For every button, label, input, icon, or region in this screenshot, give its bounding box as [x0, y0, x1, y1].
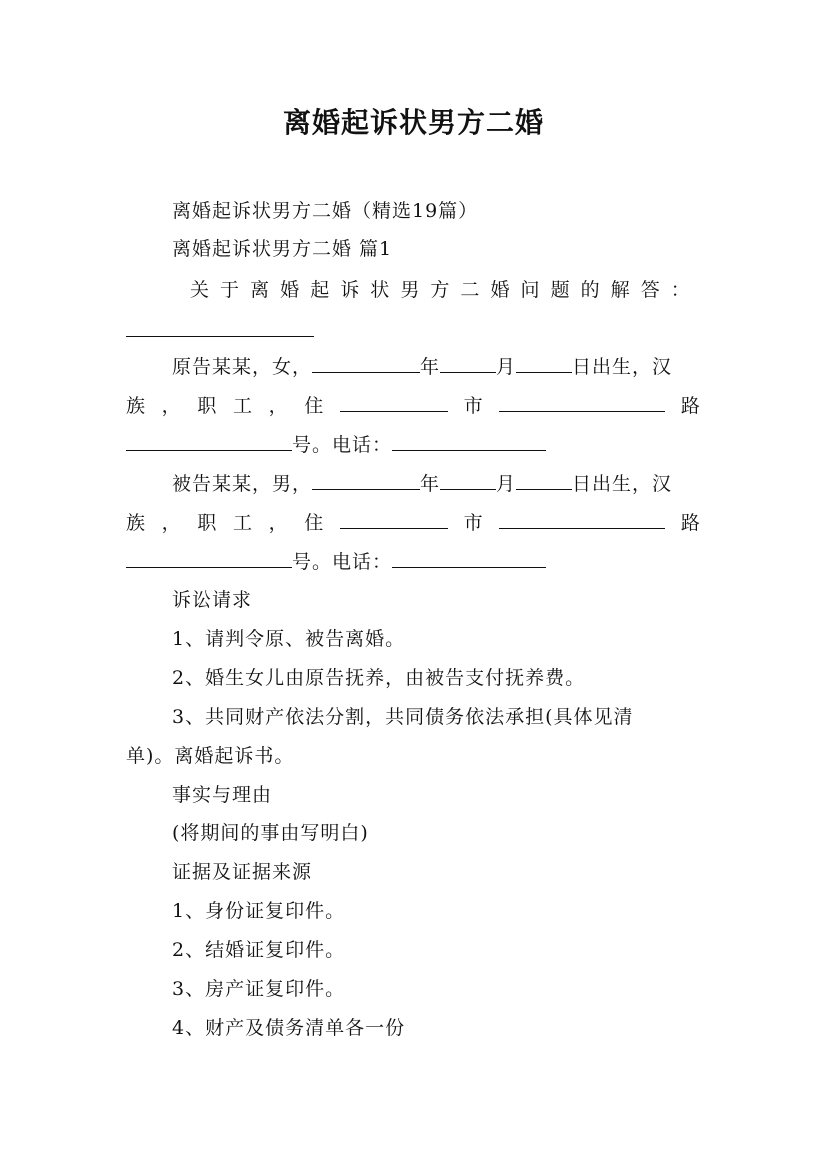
work-char: 工: [232, 395, 253, 417]
birth-day-blank: [516, 352, 572, 373]
residence-label: 住: [304, 395, 325, 417]
intro-char: 起: [310, 279, 331, 301]
claim-item: 1、请判令原、被告离婚。: [172, 628, 406, 650]
phone-blank: [392, 547, 546, 568]
birth-month-blank: [440, 469, 496, 490]
birth-year-blank: [312, 469, 420, 490]
work-char: 工: [232, 512, 253, 534]
intro-char: 关: [190, 279, 211, 301]
day-born-label: 日出生，汉: [572, 473, 673, 495]
intro-char: 答: [640, 279, 661, 301]
comma: ，: [161, 395, 182, 417]
intro-char: 婚: [490, 279, 511, 301]
document-subtitle: 离婚起诉状男方二婚（精选19篇）: [172, 200, 479, 222]
evidence-item: 4、财产及债务清单各一份: [172, 1017, 406, 1039]
road-blank: [499, 391, 665, 412]
road-label: 路: [680, 512, 701, 534]
phone-blank: [392, 430, 546, 451]
plaintiff-prefix: 原告某某，女，: [172, 356, 313, 378]
facts-note: (将期间的事由写明白): [172, 822, 369, 844]
ethnic-label: 族: [126, 395, 147, 417]
month-label: 月: [496, 356, 517, 378]
road-blank: [499, 508, 665, 529]
birth-year-blank: [312, 352, 420, 373]
day-born-label: 日出生，汉: [572, 356, 673, 378]
evidence-item: 3、房产证复印件。: [172, 978, 346, 1000]
intro-char: ：: [670, 279, 691, 301]
intro-char: 方: [430, 279, 451, 301]
city-label: 市: [463, 395, 484, 417]
plaintiff-line-2: [126, 391, 701, 420]
month-label: 月: [496, 473, 517, 495]
intro-char: 诉: [340, 279, 361, 301]
city-blank: [340, 391, 448, 412]
comma: ，: [268, 395, 289, 417]
intro-char: 的: [580, 279, 601, 301]
intro-char: 婚: [280, 279, 301, 301]
document-title: 离婚起诉状男方二婚: [282, 106, 544, 139]
intro-char: 男: [400, 279, 421, 301]
claim-item: 2、婚生女儿由原告抚养，由被告支付抚养费。: [172, 667, 586, 689]
intro-char: 题: [550, 279, 571, 301]
road-label: 路: [680, 395, 701, 417]
evidence-item: 2、结婚证复印件。: [172, 939, 346, 961]
house-number-blank: [126, 430, 292, 451]
intro-char: 问: [520, 279, 541, 301]
intro-char: 离: [250, 279, 271, 301]
plaintiff-line-3: [126, 430, 701, 459]
number-phone-label: 号。电话：: [292, 434, 393, 456]
claim-item: 3、共同财产依法分割，共同债务依法承担(具体见清: [172, 706, 634, 728]
intro-char: 二: [460, 279, 481, 301]
city-blank: [340, 508, 448, 529]
claim-item-continued: 单)。离婚起诉书。: [126, 745, 295, 767]
plaintiff-line-1: [172, 352, 701, 381]
answer-blank: [126, 336, 314, 337]
year-label: 年: [420, 473, 441, 495]
job-char: 职: [197, 512, 218, 534]
birth-month-blank: [440, 352, 496, 373]
defendant-line-3: [126, 547, 701, 576]
house-number-blank: [126, 547, 292, 568]
section-heading: 离婚起诉状男方二婚 篇1: [172, 238, 393, 260]
intro-char: 解: [610, 279, 631, 301]
evidence-heading: 证据及证据来源: [172, 861, 313, 883]
intro-char: 于: [220, 279, 241, 301]
comma: ，: [268, 512, 289, 534]
birth-day-blank: [516, 469, 572, 490]
number-phone-label: 号。电话：: [292, 551, 393, 573]
defendant-prefix: 被告某某，男，: [172, 473, 313, 495]
ethnic-label: 族: [126, 512, 147, 534]
evidence-item: 1、身份证复印件。: [172, 900, 346, 922]
job-char: 职: [197, 395, 218, 417]
intro-line: [190, 276, 691, 304]
claims-heading: 诉讼请求: [172, 589, 253, 611]
city-label: 市: [463, 512, 484, 534]
defendant-line-2: [126, 508, 701, 537]
defendant-line-1: [172, 469, 701, 498]
year-label: 年: [420, 356, 441, 378]
residence-label: 住: [304, 512, 325, 534]
comma: ，: [161, 512, 182, 534]
intro-char: 状: [370, 279, 391, 301]
facts-heading: 事实与理由: [172, 784, 273, 806]
